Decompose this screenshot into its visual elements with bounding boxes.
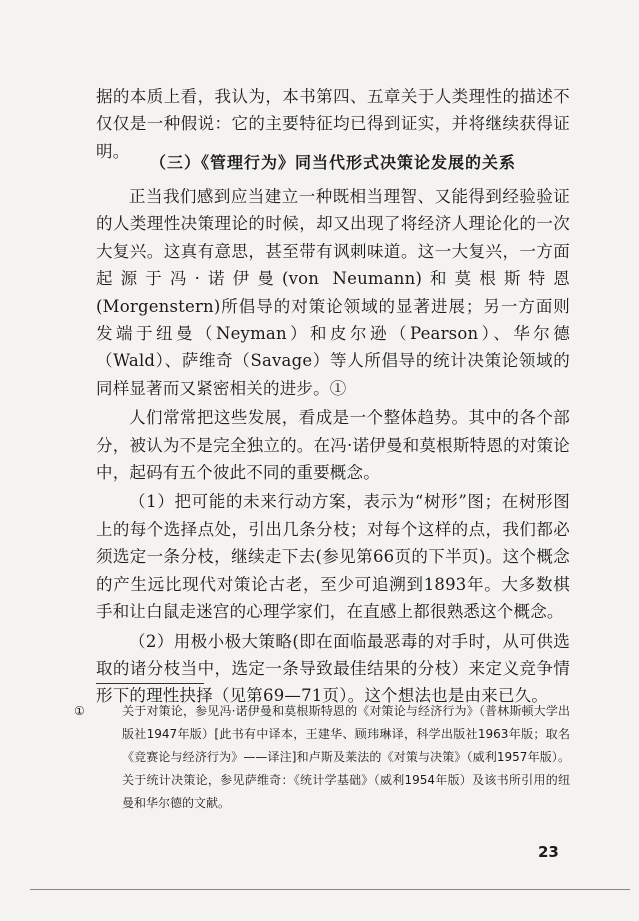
footnote-marker: ① (74, 704, 85, 718)
footnote (74, 700, 570, 815)
paragraph-concepts: 人们常常把这些发展，看成是一个整体趋势。其中的各个部分，被认为不是完全独立的。在冯·诺伊曼和莫根斯特恩的对策论中，起码有五个彼此不同的重要概念。 (96, 408, 570, 483)
paragraph-concept-1: （1）把可能的未来行动方案，表示为“树形”图；在树形图上的每个选择点处，引出几条分枝；对每个这样的点，我们都必须选定一条分枝，继续走下去(参见第66页的下半页)。这个概念的产生远比现代对策论古老，至少可追溯到1893年。大多数棋手和让白鼠走迷宫的心理学家们，在直感上都很熟悉这个概念。 (96, 492, 570, 622)
paragraph-revival: 正当我们感到应当建立一种既相当理智、又能得到经验验证的人类理性决策理论的时候，却又出现了将经济人理论化的一次大复兴。这真有意思，甚至带有讽刺味道。这一大复兴，一方面起源于冯·诺伊曼(von Neumann)和莫根斯特恩(Morgenstern)所倡导的对策论领域的显著进展；另一方面则发端于纽曼（Neyman）和皮尔逊（Pearson）、华尔德（Wald）、萨维奇（Savage）等人所倡导的统计决策论领域的同样显著而又紧密相关的进步。① (96, 187, 570, 398)
page-bottom-edge (30, 889, 630, 890)
footnote-text: 关于对策论，参见冯·诺伊曼和莫根斯特恩的《对策论与经济行为》（普林斯顿大学出版社1947年版）[此书有中译本，王建华、顾玮琳译，科学出版社1963年版；取名《竞赛论与经济行为》——译注]和卢斯及莱法的《对策与决策》（威利1957年版）。关于统计决策论，参见萨维奇：《统计学基础》（威利1954年版）及该书所引用的纽曼和华尔德的文献。 (122, 704, 570, 810)
paragraph-text: 据的本质上看，我认为，本书第四、五章关于人类理性的描述不仅仅是一种假说：它的主要特征均已得到证实，并将继续获得证明。 (96, 87, 570, 161)
main-body (96, 183, 570, 710)
paragraph-concept-2: （2）用极小极大策略(即在面临最恶毒的对手时，从可供选取的诸分枝当中，选定一条导致最佳结果的分枝）来定义竞争情形下的理性抉择（见第69—71页）。这个想法也是由来已久。 (96, 631, 570, 706)
page-number: 23 (538, 843, 559, 861)
footnote-divider (96, 683, 204, 684)
section-heading: （三）《管理行为》同当代形式决策论发展的关系 (149, 153, 516, 172)
